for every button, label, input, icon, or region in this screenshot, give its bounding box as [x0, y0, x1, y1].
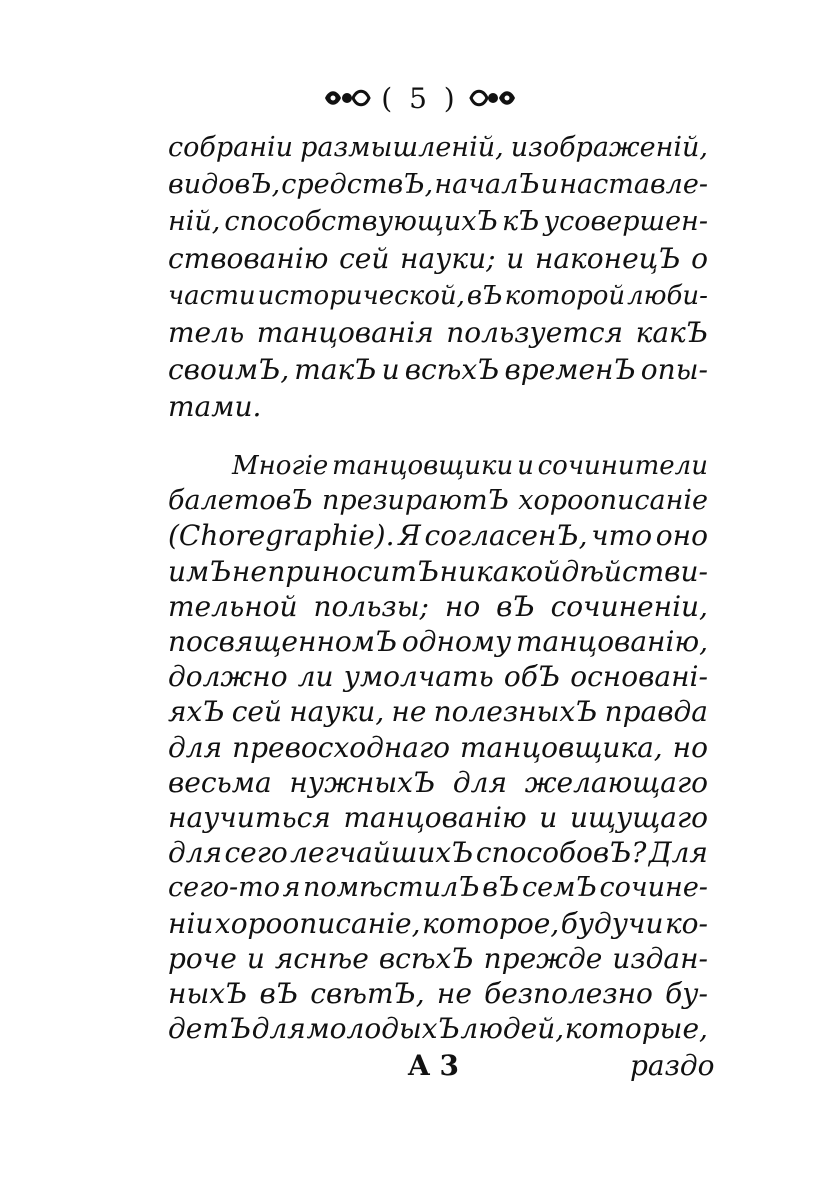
text-line: посвященномЪ одному танцованiю,: [168, 625, 708, 658]
fleuron-left-icon: [321, 85, 373, 111]
text-line: детЪ для молодыхЪ людей, которые,: [168, 1012, 708, 1046]
fleuron-right-icon: [467, 85, 519, 111]
text-line: нiи хороописанiе, которое, будучи ко-: [168, 906, 708, 940]
text-line: своимЪ, такЪ и всѣхЪ временЪ опы-: [168, 353, 708, 386]
text-line: должно ли умолчать обЪ основанi-: [168, 660, 708, 694]
page-number: ( 5 ): [381, 81, 459, 115]
page-header: [0, 78, 840, 118]
catchword: раздо: [630, 1049, 715, 1083]
text-line: весьма нужныхЪ для желающаго: [168, 765, 708, 799]
text-line: ныхЪ вЪ свѣтЪ, не безполезно бу-: [168, 977, 708, 1010]
text-line: тель танцованiя пользуется какЪ: [168, 316, 708, 349]
text-line: Многiе танцовщики и сочинители: [232, 451, 708, 481]
text-line: роче и яснѣе всѣхЪ прежде издан-: [168, 941, 708, 975]
text-line: балетовЪ презираютЪ хороописанiе: [168, 485, 708, 517]
text-line: тами.: [168, 390, 262, 423]
signature-mark: [408, 1049, 459, 1082]
text-line: яхЪ сей науки, не полезныхЪ правда: [168, 695, 708, 729]
text-line: собранiи размышленiй, изображенiй,: [168, 132, 708, 163]
text-line: части исторической, вЪ которой люби-: [168, 281, 708, 311]
text-line: нiй, способствующихЪ кЪ усовершен-: [168, 206, 708, 237]
text-line: имЪ не приноситЪ никакой дѣйстви-: [168, 554, 708, 588]
text-line: научиться танцованiю и ищущаго: [168, 801, 708, 834]
signature-text: A 3: [408, 1049, 459, 1083]
text-line: сего-то я помѣстилЪ вЪ семЪ сочине-: [168, 872, 708, 904]
text-line: (Choregraphie). Я согласенЪ, что оно: [168, 519, 708, 553]
text-line: для сего легчайшихЪ способовЪ? Для: [168, 836, 708, 870]
text-line: тельной пользы; но вЪ сочиненiи,: [168, 589, 708, 623]
text-line: для превосходнаго танцовщика, но: [168, 730, 708, 764]
text-line: видовЪ, средствЪ, началЪ и наставле-: [168, 169, 708, 200]
text-line: ствованiю сей науки; и наконецЪ о: [168, 242, 708, 275]
